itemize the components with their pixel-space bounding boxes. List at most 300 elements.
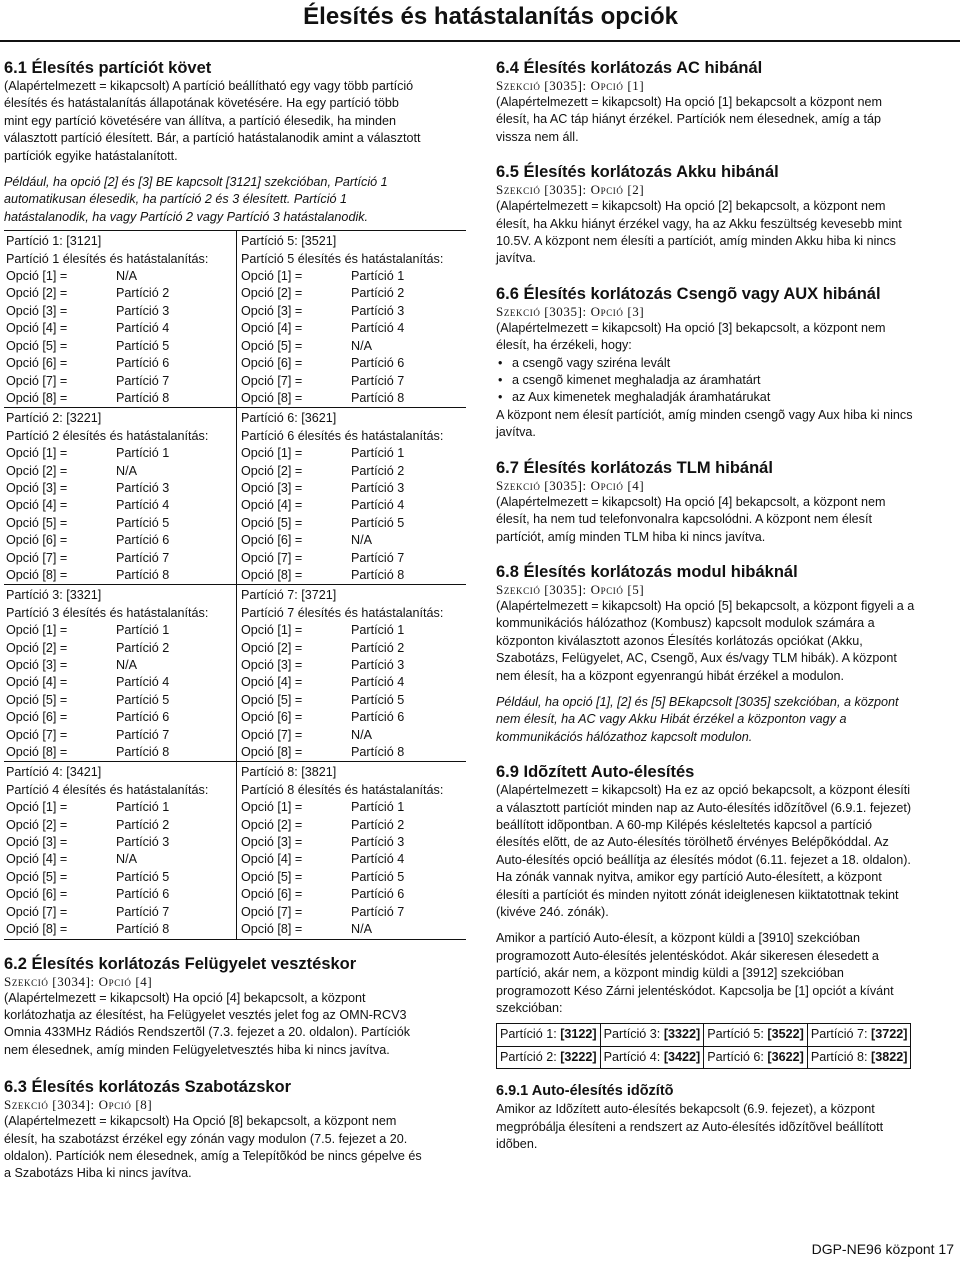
option-key: Opció [6] = (6, 887, 68, 902)
text-line: a Szabotázs Hiba ki nincs javítva. (4, 1166, 192, 1181)
heading-6-7: 6.7 Élesítés korlátozás TLM hibánál (496, 458, 773, 477)
option-row (6, 869, 236, 886)
text-line: élesít, ha érzékeli, hogy: (496, 338, 632, 353)
option-key: Opció [4] = (241, 852, 303, 867)
text-6-6-after (496, 407, 956, 442)
table-cell (600, 1024, 704, 1046)
option-key: Opció [7] = (6, 373, 68, 388)
option-row (241, 727, 466, 744)
cell-label: Partíció 7: (810, 1027, 872, 1042)
option-value: Partíció 1 (351, 800, 405, 815)
text-line: (Alapértelmezett = kikapcsolt) Ha opció [5] bekapcsolt, a központ figyeli a a (496, 598, 915, 613)
option-row (6, 320, 236, 337)
option-key: Opció [5] = (6, 515, 68, 530)
heading-6-6: 6.6 Élesítés korlátozás Csengõ vagy AUX hibánál (496, 284, 881, 303)
option-value: Partíció 3 (351, 303, 405, 318)
cell-section: [3322] (663, 1027, 701, 1042)
option-key: Opció [4] = (6, 852, 68, 867)
option-key: Opció [4] = (241, 498, 303, 513)
text-line: 10.5V. A központ nem élesíti a partíciót, amíg minden Akku hiba ki nincs (496, 234, 896, 249)
partition-heading: Partíció 5: [3521] (241, 234, 337, 249)
example-6-1 (4, 174, 464, 226)
option-key: Opció [8] = (6, 567, 68, 582)
cell-label: Partíció 4: (603, 1049, 664, 1064)
text-line: partíciók egyike hatástalanított. (4, 148, 178, 163)
option-key: Opció [3] = (241, 835, 303, 850)
heading-6-8: 6.8 Élesítés korlátozás modul hibáknál (496, 562, 798, 581)
text-line: (Alapértelmezett = kikapcsolt) A partíció beállítható egy vagy több partíció (4, 79, 414, 93)
option-row (241, 338, 466, 355)
option-row (241, 709, 466, 726)
option-row (6, 390, 236, 407)
option-value: Partíció 4 (351, 852, 405, 867)
option-row (6, 674, 236, 691)
option-value: Partíció 6 (116, 710, 170, 725)
option-row (6, 921, 236, 938)
option-row (6, 463, 236, 480)
option-key: Opció [5] = (241, 515, 303, 530)
option-row (6, 567, 236, 584)
partition-subheading: Partíció 6 élesítés és hatástalanítás: (241, 428, 444, 443)
option-row (241, 390, 466, 407)
text-line: hatástalanodik, ha vagy Partíció 2 vagy Partíció 3 hatástalanodik. (4, 209, 369, 224)
option-key: Opció [4] = (241, 675, 303, 690)
option-value: Partíció 7 (351, 904, 405, 919)
option-key: Opció [5] = (6, 869, 68, 884)
option-key: Opció [8] = (241, 567, 303, 582)
text-line: Amikor a partíció Auto-élesít, a központ küldi a [3910] szekcióban (496, 931, 861, 946)
option-value: Partíció 7 (116, 550, 170, 565)
option-key: Opció [8] = (241, 745, 303, 760)
partition-heading: Partíció 2: [3221] (6, 411, 102, 426)
cell-label: Partíció 2: (500, 1049, 561, 1064)
option-key: Opció [6] = (241, 356, 303, 371)
list-item: • az Aux kimenetek meghaladják áramhatárukat (512, 389, 956, 406)
option-key: Opció [3] = (241, 303, 303, 318)
partition-block (4, 762, 237, 939)
text-line: Például, ha opció [1], [2] és [5] BEkapcsolt [3035] szekcióban, a központ (496, 694, 899, 709)
option-key: Opció [3] = (241, 658, 303, 672)
section-ref-6-5: Szekció [3035]: Opció [2] (496, 182, 645, 198)
text-line: Omnia 433MHz Rádiós Rendszertõl (7.3. fejezet a 20. oldalon). Partíciók (4, 1025, 410, 1040)
option-value: Partíció 6 (351, 710, 405, 725)
option-value: Partíció 1 (351, 269, 405, 284)
option-key: Opció [6] = (241, 887, 303, 902)
text-line: (Alapértelmezett = kikapcsolt) Ha opció [2] bekapcsolt, a központ nem (496, 199, 886, 214)
option-key: Opció [1] = (241, 623, 303, 638)
option-row (241, 285, 466, 302)
option-key: Opció [5] = (241, 692, 303, 707)
cell-section: [3822] (871, 1049, 908, 1064)
option-value: Partíció 5 (351, 869, 405, 884)
option-value: Partíció 4 (116, 321, 170, 336)
text-line: (Alapértelmezett = kikapcsolt) Ha opció [3] bekapcsolt, a központ nem (496, 320, 886, 335)
text-6-5 (496, 198, 956, 268)
table-cell (704, 1046, 808, 1068)
option-key: Opció [3] = (6, 835, 68, 850)
text-line: Ha zónák vannak nyitva, amikor egy partíció Auto-élesített, a központ (496, 870, 882, 885)
option-row (6, 497, 236, 514)
option-row (241, 303, 466, 320)
text-line: (Alapértelmezett = kikapcsolt) Ha opció [4] bekapcsolt, a központ (4, 990, 366, 1005)
option-row (241, 622, 466, 639)
option-key: Opció [4] = (6, 675, 68, 690)
text-line: (kivéve 24ó. zónák). (496, 905, 609, 919)
option-row (6, 640, 236, 657)
option-value: Partíció 1 (351, 623, 405, 638)
example-6-8 (496, 694, 956, 746)
table-cell (497, 1046, 601, 1068)
option-key: Opció [7] = (241, 727, 303, 742)
option-value: Partíció 2 (116, 640, 170, 655)
table-row (497, 1024, 911, 1046)
bullet-list-6-6 (496, 355, 956, 407)
option-row (241, 480, 466, 497)
option-value: Partíció 2 (351, 286, 405, 301)
heading-6-4: 6.4 Élesítés korlátozás AC hibánál (496, 59, 763, 77)
section-ref-6-6: Szekció [3035]: Opció [3] (496, 303, 645, 319)
option-key: Opció [1] = (241, 800, 303, 815)
text-6-9-b (496, 930, 956, 1017)
option-value: Partíció 6 (351, 356, 405, 371)
text-6-9-1 (496, 1101, 956, 1153)
option-value: N/A (116, 658, 137, 672)
text-line: idõben. (496, 1137, 538, 1152)
text-line: mint egy partíció követésére van állítva, a partíció élesedik, ha minden (4, 113, 397, 128)
option-key: Opció [8] = (241, 922, 303, 937)
option-row (6, 622, 236, 639)
option-key: Opció [4] = (6, 498, 68, 513)
option-value: Partíció 2 (116, 817, 170, 832)
partition-heading: Partíció 1: [3121] (6, 234, 102, 249)
option-row (241, 817, 466, 834)
option-value: Partíció 2 (351, 817, 405, 832)
option-key: Opció [7] = (241, 373, 303, 388)
option-row (241, 851, 466, 868)
option-value: Partíció 8 (116, 745, 170, 760)
option-row (241, 921, 466, 938)
option-row (6, 338, 236, 355)
partition-subheading: Partíció 5 élesítés és hatástalanítás: (241, 251, 444, 266)
option-value: Partíció 7 (116, 727, 170, 742)
option-row (6, 657, 236, 674)
option-row (241, 834, 466, 851)
text-line: (Alapértelmezett = kikapcsolt) Ha opció [4] bekapcsolt, a központ nem (496, 494, 886, 509)
option-row (6, 692, 236, 709)
option-value: N/A (351, 727, 372, 742)
option-value: Partíció 6 (116, 356, 170, 371)
text-6-8 (496, 598, 956, 685)
cell-section: [3222] (560, 1049, 597, 1064)
text-line: élesíti a partíciót és minden nyitott zónát ideiglenesen kiiktatottnak tekint (496, 887, 899, 902)
option-key: Opció [1] = (241, 446, 303, 461)
partition-block (237, 585, 467, 762)
cell-label: Partíció 3: (603, 1027, 664, 1042)
option-key: Opció [8] = (241, 390, 303, 405)
option-row (6, 744, 236, 761)
heading-6-3: 6.3 Élesítés korlátozás Szabotázskor (4, 1078, 292, 1097)
option-row (6, 799, 236, 816)
option-row (241, 692, 466, 709)
option-key: Opció [3] = (6, 658, 68, 672)
option-row (241, 657, 466, 674)
cell-section: [3622] (767, 1049, 804, 1064)
option-value: Partíció 2 (351, 463, 405, 478)
section-ref-6-2: Szekció [3034]: Opció [4] (4, 973, 153, 989)
option-value: Partíció 7 (351, 373, 405, 388)
option-value: Partíció 4 (351, 321, 405, 336)
partition-heading: Partíció 7: [3721] (241, 588, 337, 603)
option-value: Partíció 5 (116, 515, 170, 530)
section-ref-6-7: Szekció [3035]: Opció [4] (496, 477, 645, 493)
option-value: Partíció 6 (116, 887, 170, 902)
option-value: N/A (116, 852, 137, 867)
option-row (241, 799, 466, 816)
option-key: Opció [6] = (6, 533, 68, 548)
option-value: Partíció 8 (351, 567, 405, 582)
option-row (241, 744, 466, 761)
option-row (6, 373, 236, 390)
partition-heading: Partíció 4: [3421] (6, 765, 102, 780)
option-value: Partíció 3 (351, 835, 405, 850)
option-value: Partíció 4 (351, 675, 405, 690)
option-value: Partíció 4 (116, 675, 170, 690)
option-value: Partíció 4 (116, 498, 170, 513)
option-value: Partíció 6 (116, 533, 170, 548)
option-value: N/A (116, 269, 137, 284)
text-6-4 (496, 94, 956, 146)
option-row (6, 445, 236, 462)
text-line: élesít, ha nem tud telefonvonalra kapcsolódni. A központ nem élesít (496, 512, 872, 527)
option-key: Opció [3] = (241, 480, 303, 495)
option-key: Opció [7] = (241, 904, 303, 919)
option-value: Partíció 3 (116, 835, 170, 850)
heading-6-2: 6.2 Élesítés korlátozás Felügyelet vesztéskor (4, 954, 357, 973)
right-column (496, 58, 956, 1153)
text-line: szekcióban: (496, 1001, 563, 1016)
option-row (6, 727, 236, 744)
text-line: központon kiválasztott azonos Élesítés korlátozás opciókat (Akku, (496, 633, 863, 648)
option-row (241, 355, 466, 372)
option-row (6, 834, 236, 851)
cell-section: [3522] (767, 1027, 804, 1042)
option-key: Opció [2] = (241, 640, 303, 655)
option-value: Partíció 5 (116, 692, 170, 707)
text-line: (Alapértelmezett = kikapcsolt) Ha ez az opció bekapcsolt, a központ élesíti (496, 783, 911, 798)
cell-section: [3422] (663, 1049, 701, 1064)
text-6-6 (496, 320, 956, 355)
text-line: A központ nem élesít partíciót, amíg minden csengõ vagy Aux hiba ki nincs (496, 407, 913, 422)
text-line: nem élesít, ha AC vagy Akku Hibát érzékel a központon vagy a (496, 712, 847, 727)
partition-block (4, 585, 237, 762)
option-key: Opció [1] = (6, 269, 68, 284)
option-key: Opció [7] = (6, 904, 68, 919)
option-value: Partíció 4 (351, 498, 405, 513)
option-value: Partíció 7 (116, 373, 170, 388)
option-key: Opció [1] = (6, 800, 68, 815)
option-value: Partíció 2 (116, 286, 170, 301)
cell-label: Partíció 5: (707, 1027, 768, 1042)
option-key: Opció [2] = (6, 640, 68, 655)
partition-block (4, 408, 237, 585)
text-line: élesítés és hatástalanítás állapotának követésére. Ha egy partíció több (4, 96, 399, 111)
option-value: Partíció 3 (351, 658, 405, 672)
text-line: javítva. (496, 425, 536, 440)
text-line: programozott Auto-élesítés jelentéskódot. Akár sikeresen élesedett a (496, 948, 879, 963)
option-value: N/A (116, 463, 137, 478)
option-value: Partíció 8 (116, 390, 170, 405)
section-ref-6-8: Szekció [3035]: Opció [5] (496, 581, 645, 597)
option-row (241, 532, 466, 549)
option-row (241, 640, 466, 657)
option-key: Opció [7] = (241, 550, 303, 565)
partition-block (237, 231, 467, 408)
cell-label: Partíció 1: (500, 1027, 561, 1042)
text-line: korlátozhatja az élesítést, ha Felügyelet vesztés jelet fog az OMN-RCV3 (4, 1007, 407, 1022)
option-key: Opció [7] = (6, 727, 68, 742)
option-value: Partíció 1 (116, 800, 170, 815)
option-key: Opció [2] = (241, 817, 303, 832)
option-key: Opció [6] = (6, 710, 68, 725)
cell-label: Partíció 8: (810, 1049, 872, 1064)
partition-subheading: Partíció 8 élesítés és hatástalanítás: (241, 782, 444, 797)
option-value: Partíció 3 (351, 480, 405, 495)
partition-heading: Partíció 8: [3821] (241, 765, 337, 780)
cell-label: Partíció 6: (707, 1049, 768, 1064)
text-line: élesít, ha szabotázst érzékel egy zónán vagy modulon (7.5. fejezet a 20. (4, 1131, 408, 1146)
option-key: Opció [4] = (241, 321, 303, 336)
partition-block (4, 231, 237, 408)
partition-subheading: Partíció 4 élesítés és hatástalanítás: (6, 782, 209, 797)
option-row (6, 904, 236, 921)
option-key: Opció [8] = (6, 390, 68, 405)
option-row (241, 515, 466, 532)
option-row (6, 817, 236, 834)
option-row (6, 268, 236, 285)
option-value: Partíció 3 (116, 303, 170, 318)
text-line: oldalon). Partíciók nem élesednek, amíg a Telepítõkód be nincs gépelve és (4, 1148, 422, 1163)
heading-6-1: 6.1 Élesítés partíciót követ (4, 59, 212, 77)
partition-subheading: Partíció 3 élesítés és hatástalanítás: (6, 605, 209, 620)
text-line: beállított idõpontban. A 60-mp Kilépés késleltetés kapcsol a partíció (496, 817, 872, 832)
heading-6-9: 6.9 Idõzített Auto-élesítés (496, 763, 695, 782)
option-value: Partíció 8 (351, 745, 405, 760)
option-key: Opció [6] = (241, 710, 303, 725)
option-row (241, 463, 466, 480)
option-value: Partíció 7 (351, 550, 405, 565)
option-key: Opció [3] = (6, 303, 68, 318)
option-row (6, 851, 236, 868)
text-line: javítva. (496, 251, 536, 266)
option-value: N/A (351, 533, 372, 548)
option-key: Opció [2] = (6, 817, 68, 832)
text-line: Szabotázs, Felügyelet, AC, Csengõ, Aux és/vagy TLM hibák). A központ (496, 651, 897, 666)
text-line: automatikusan élesedik, ha partíció 2 és 3 élesített. Partíció 1 (4, 192, 348, 207)
option-value: Partíció 1 (116, 623, 170, 638)
text-line: megpróbálja élesíteni a rendszert az Auto-élesítés idõzítõvel beállított (496, 1119, 884, 1134)
text-line: a választott partíciót minden nap az Auto-élesítés idõzítõvel (6.9.1. fejezet) (496, 800, 912, 815)
page-footer: DGP-NE96 központ 17 (811, 1241, 954, 1257)
option-row (241, 497, 466, 514)
text-line: programozott Késo Zárni jelentéskódot. Kapcsolja be [1] opciót a kívánt (496, 983, 894, 998)
text-line: Amikor az Idõzített auto-élesítés bekapcsolt (6.9. fejezet), a központ (496, 1102, 875, 1117)
option-value: Partíció 3 (116, 480, 170, 495)
text-line: élesít, ha AC táp hiányt érzékel. Partíciók nem élesednek, amíg a táp (496, 112, 882, 127)
option-value: Partíció 1 (116, 446, 170, 461)
option-key: Opció [1] = (241, 269, 303, 284)
option-row (6, 532, 236, 549)
option-value: N/A (351, 338, 372, 353)
page-title: Élesítés és hatástalanítás opciók (303, 3, 678, 30)
text-6-3 (4, 1113, 464, 1183)
text-line: kommunikációs hálózathoz kapcsolt modulon. (496, 729, 753, 744)
option-value: N/A (351, 922, 372, 937)
option-value: Partíció 5 (351, 692, 405, 707)
text-line: (Alapértelmezett = kikapcsolt) Ha opció [1] bekapcsolt a központ nem (496, 95, 883, 109)
option-key: Opció [8] = (6, 745, 68, 760)
text-line: nem élesednek, amíg minden Felügyeletvesztés hiba ki nincs javítva. (4, 1042, 390, 1057)
option-row (241, 904, 466, 921)
option-key: Opció [1] = (6, 623, 68, 638)
table-row (497, 1046, 911, 1068)
option-key: Opció [5] = (6, 338, 68, 353)
option-value: Partíció 2 (351, 640, 405, 655)
option-row (241, 674, 466, 691)
option-value: Partíció 5 (116, 869, 170, 884)
heading-6-5: 6.5 Élesítés korlátozás Akku hibánál (496, 163, 779, 182)
title-rule (0, 40, 960, 42)
text-line: vissza nem áll. (496, 129, 579, 144)
option-key: Opció [5] = (6, 692, 68, 707)
option-key: Opció [8] = (6, 922, 68, 937)
option-row (6, 355, 236, 372)
partition-follow-table (4, 230, 466, 939)
option-row (6, 285, 236, 302)
text-6-2 (4, 990, 464, 1060)
partition-subheading: Partíció 1 élesítés és hatástalanítás: (6, 251, 209, 266)
option-row (6, 515, 236, 532)
option-row (6, 480, 236, 497)
text-6-7 (496, 494, 956, 546)
cell-section: [3722] (871, 1027, 908, 1042)
option-key: Opció [2] = (6, 463, 68, 478)
table-cell (497, 1024, 601, 1046)
option-row (6, 550, 236, 567)
heading-6-9-1: 6.9.1 Auto-élesítés idõzítõ (496, 1083, 674, 1100)
section-ref-6-4: Szekció [3035]: Opció [1] (496, 78, 645, 93)
option-row (241, 567, 466, 584)
option-row (241, 445, 466, 462)
table-cell (600, 1046, 704, 1068)
partition-block (237, 408, 467, 585)
option-row (241, 373, 466, 390)
text-6-1 (4, 78, 464, 165)
text-line: (Alapértelmezett = kikapcsolt) Ha Opció [8] bekapcsolt, a központ nem (4, 1114, 397, 1129)
partition-subheading: Partíció 2 élesítés és hatástalanítás: (6, 428, 209, 443)
option-row (241, 268, 466, 285)
partition-heading: Partíció 6: [3621] (241, 411, 337, 426)
option-key: Opció [6] = (6, 356, 68, 371)
option-key: Opció [2] = (6, 286, 68, 301)
text-6-9 (496, 782, 956, 921)
option-key: Opció [6] = (241, 533, 303, 548)
option-row (6, 886, 236, 903)
table-cell (704, 1024, 808, 1046)
option-value: Partíció 6 (351, 887, 405, 902)
option-row (241, 886, 466, 903)
partition-heading: Partíció 3: [3321] (6, 588, 102, 603)
option-key: Opció [5] = (241, 869, 303, 884)
